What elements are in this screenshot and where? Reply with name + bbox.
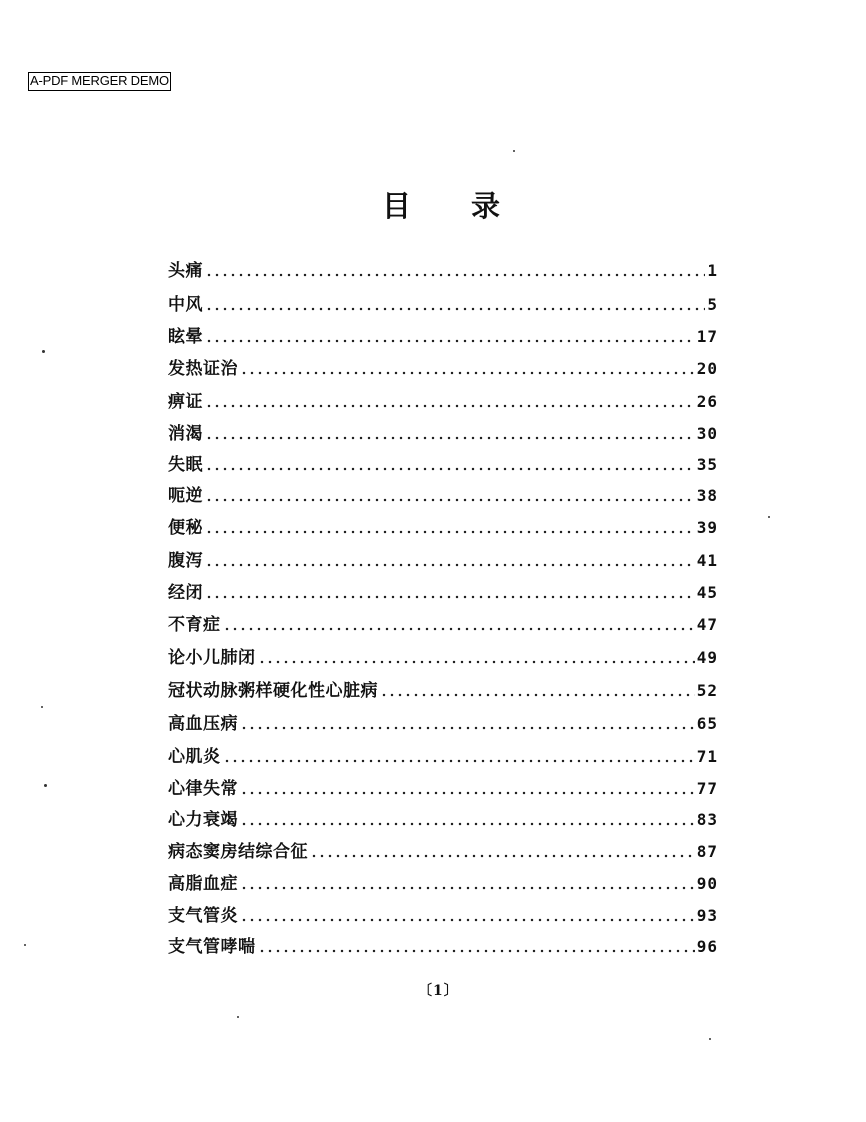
toc-entry — [168, 511, 718, 539]
toc-entry-title: 经闭 — [168, 583, 203, 603]
toc-entry-page: 47 — [696, 615, 718, 634]
toc-entry-title: 高脂血症 — [168, 874, 238, 894]
toc-entry-page: 65 — [696, 714, 718, 733]
toc-entry-title: 高血压病 — [168, 714, 238, 734]
toc-entry-title: 腹泻 — [168, 551, 203, 571]
toc-entry-page: 26 — [696, 392, 718, 411]
toc-entry-title: 发热证治 — [168, 359, 238, 379]
toc-entry — [168, 899, 718, 927]
toc-entry-title: 眩晕 — [168, 327, 203, 347]
toc-entry-title: 不育症 — [168, 615, 221, 635]
toc-entry — [168, 740, 718, 768]
toc-entry — [168, 835, 718, 863]
page-number: 〔1〕 — [418, 983, 459, 999]
page-title — [382, 184, 500, 225]
toc-entry-page: 52 — [696, 681, 718, 700]
toc-entry — [168, 641, 718, 669]
toc-entry-title: 病态窦房结综合征 — [168, 842, 308, 862]
scan-speck — [42, 350, 45, 353]
toc-entry-page: 39 — [696, 518, 718, 537]
toc-dot-leader — [205, 404, 695, 408]
toc-entry-page: 49 — [696, 648, 718, 667]
toc-dot-leader — [223, 759, 695, 763]
toc-entry-page: 1 — [707, 261, 718, 280]
toc-entry-page: 45 — [696, 583, 718, 602]
toc-entry-page: 71 — [696, 747, 718, 766]
toc-entry-title: 支气管哮喘 — [168, 937, 256, 957]
toc-dot-leader — [205, 467, 695, 471]
toc-entry — [168, 479, 718, 507]
toc-entry-page: 96 — [696, 937, 718, 956]
toc-entry-title: 论小儿肺闭 — [168, 648, 256, 668]
toc-entry-title: 痹证 — [168, 392, 203, 412]
scan-speck — [237, 1016, 239, 1018]
toc-dot-leader — [205, 498, 695, 502]
toc-entry — [168, 448, 718, 476]
toc-entry-page: 87 — [696, 842, 718, 861]
toc-entry-page: 77 — [696, 779, 718, 798]
toc-entry-page: 41 — [696, 551, 718, 570]
toc-dot-leader — [205, 595, 695, 599]
toc-entry-title: 失眠 — [168, 455, 203, 475]
toc-entry — [168, 930, 718, 958]
toc-dot-leader — [380, 693, 695, 697]
toc-entry — [168, 288, 718, 316]
scan-speck — [24, 944, 26, 946]
toc-entry — [168, 772, 718, 800]
toc-dot-leader — [205, 436, 695, 440]
toc-entry-page: 83 — [696, 810, 718, 829]
scan-speck — [768, 516, 770, 518]
toc-entry-title: 消渴 — [168, 424, 203, 444]
toc-dot-leader — [205, 307, 705, 311]
toc-entry-title: 头痛 — [168, 261, 203, 281]
toc-entry-title: 便秘 — [168, 518, 203, 538]
toc-entry — [168, 320, 718, 348]
toc-dot-leader — [240, 726, 695, 730]
toc-entry — [168, 707, 718, 735]
toc-entry-page: 5 — [707, 295, 718, 314]
toc-entry-title: 支气管炎 — [168, 906, 238, 926]
toc-dot-leader — [258, 949, 695, 953]
toc-entry — [168, 544, 718, 572]
toc-entry — [168, 867, 718, 895]
scan-speck — [513, 150, 515, 152]
toc-entry-page: 30 — [696, 424, 718, 443]
toc-entry — [168, 417, 718, 445]
toc-entry-title: 呃逆 — [168, 486, 203, 506]
toc-entry-page: 20 — [696, 359, 718, 378]
toc-dot-leader — [310, 854, 695, 858]
toc-entry-page: 93 — [696, 906, 718, 925]
toc-dot-leader — [240, 791, 695, 795]
toc-entry-page: 35 — [696, 455, 718, 474]
toc-entry-page: 90 — [696, 874, 718, 893]
toc-dot-leader — [240, 371, 695, 375]
toc-dot-leader — [205, 563, 695, 567]
scan-speck — [709, 1038, 711, 1040]
scan-speck — [44, 784, 47, 787]
toc-entry — [168, 385, 718, 413]
toc-entry-page: 17 — [696, 327, 718, 346]
toc-dot-leader — [258, 660, 695, 664]
toc-dot-leader — [240, 822, 695, 826]
toc-dot-leader — [240, 918, 695, 922]
toc-entry — [168, 254, 718, 282]
toc-entry-title: 心肌炎 — [168, 747, 221, 767]
toc-entry-title: 中风 — [168, 295, 203, 315]
toc-entry-title: 心律失常 — [168, 779, 238, 799]
watermark-label: A-PDF MERGER DEMO — [28, 72, 171, 91]
toc-entry-title: 冠状动脉粥样硬化性心脏病 — [168, 681, 378, 701]
toc-dot-leader — [205, 273, 705, 277]
toc-entry — [168, 803, 718, 831]
toc-dot-leader — [240, 886, 695, 890]
scan-speck — [41, 706, 43, 708]
title-char-1: 目 — [382, 189, 412, 223]
toc-entry — [168, 576, 718, 604]
toc-entry — [168, 608, 718, 636]
toc-entry-title: 心力衰竭 — [168, 810, 238, 830]
toc-entry — [168, 352, 718, 380]
toc-dot-leader — [223, 627, 695, 631]
toc-dot-leader — [205, 530, 695, 534]
toc-dot-leader — [205, 339, 695, 343]
toc-entry — [168, 674, 718, 702]
toc-entry-page: 38 — [696, 486, 718, 505]
title-char-2: 录 — [471, 189, 501, 223]
